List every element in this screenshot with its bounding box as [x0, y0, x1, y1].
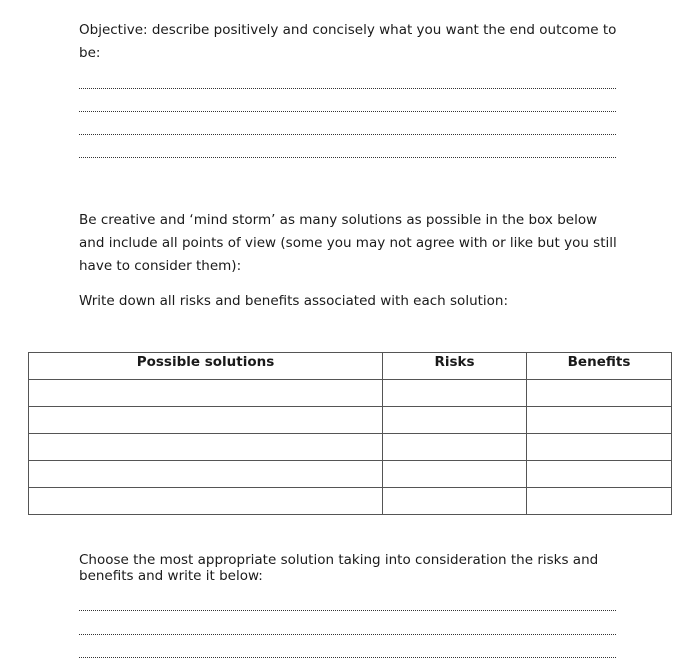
- benefit-cell[interactable]: [527, 488, 672, 515]
- header-risks: Risks: [383, 353, 527, 380]
- header-benefits: Benefits: [527, 353, 672, 380]
- table-row: [29, 407, 672, 434]
- objective-answer-line[interactable]: [79, 111, 616, 112]
- solution-cell[interactable]: [29, 434, 383, 461]
- table-row: [29, 488, 672, 515]
- benefit-cell[interactable]: [527, 407, 672, 434]
- benefit-cell[interactable]: [527, 461, 672, 488]
- objective-answer-line[interactable]: [79, 157, 616, 158]
- table-row: [29, 380, 672, 407]
- risks-benefits-instruction: Write down all risks and benefits associated with each solution:: [79, 293, 509, 309]
- benefit-cell[interactable]: [527, 380, 672, 407]
- risk-cell[interactable]: [383, 407, 527, 434]
- objective-instruction: Objective: describe positively and concisely what you want the end outcome to be:: [79, 22, 617, 61]
- objective-answer-line[interactable]: [79, 88, 616, 89]
- brainstorm-instruction: Be creative and ‘mind storm’ as many solutions as possible in the box below and include all points of view (some you may not agree with or like but you still have to consider them):: [79, 212, 617, 274]
- table-header-row: [29, 353, 672, 380]
- objective-answer-line[interactable]: [79, 134, 616, 135]
- solution-cell[interactable]: [29, 407, 383, 434]
- benefit-cell[interactable]: [527, 434, 672, 461]
- risk-cell[interactable]: [383, 434, 527, 461]
- solution-cell[interactable]: [29, 461, 383, 488]
- chosen-solution-line[interactable]: [79, 657, 616, 658]
- solution-cell[interactable]: [29, 380, 383, 407]
- solutions-table: [28, 352, 672, 515]
- table-row: [29, 461, 672, 488]
- solution-cell[interactable]: [29, 488, 383, 515]
- header-possible-solutions: Possible solutions: [29, 353, 383, 380]
- table-row: [29, 434, 672, 461]
- risk-cell[interactable]: [383, 488, 527, 515]
- chosen-solution-line[interactable]: [79, 610, 616, 611]
- risk-cell[interactable]: [383, 380, 527, 407]
- choose-solution-instruction: Choose the most appropriate solution taking into consideration the risks and benefits and write it below:: [79, 552, 599, 584]
- chosen-solution-line[interactable]: [79, 634, 616, 635]
- risk-cell[interactable]: [383, 461, 527, 488]
